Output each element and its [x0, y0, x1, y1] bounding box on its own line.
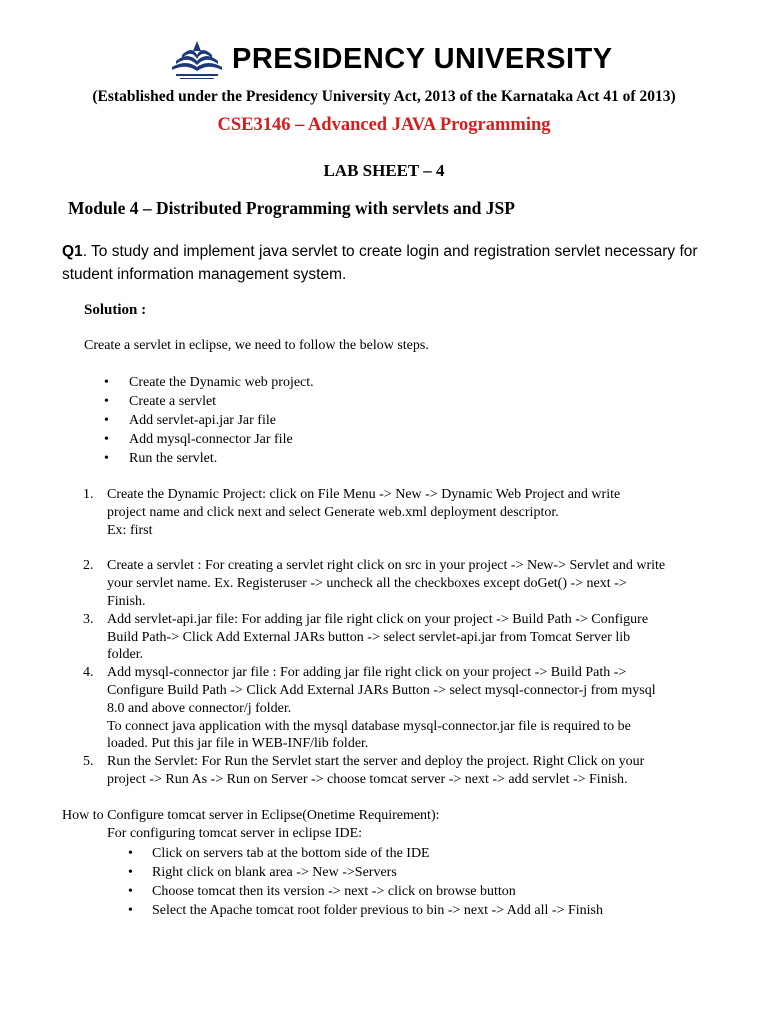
- tomcat-config-list: [128, 844, 603, 920]
- list-item: • Add mysql-connector Jar file: [104, 430, 314, 449]
- list-item: • Create a servlet: [104, 392, 314, 411]
- step-line: Add mysql-connector jar file : For adding jar file right click on your project -> Build Path ->: [107, 665, 627, 681]
- step-line: your servlet name. Ex. Registeruser -> uncheck all the checkboxes except doGet() -> next ->: [107, 576, 627, 592]
- step-4: [83, 664, 713, 753]
- step-line: folder.: [107, 647, 144, 663]
- step-line: project -> Run As -> Run on Server -> choose tomcat server -> next -> add servlet -> Finish.: [107, 771, 628, 787]
- lab-sheet-title: LAB SHEET – 4: [323, 161, 445, 180]
- detailed-steps-list: [83, 486, 713, 789]
- step-line: 8.0 and above connector/j folder.: [107, 700, 292, 716]
- step-line: Add servlet-api.jar file: For adding jar file right click on your project -> Build Path -> Configure: [107, 611, 649, 627]
- module-title: Module 4 – Distributed Programming with servlets and JSP: [68, 198, 515, 218]
- step-line: Create the Dynamic Project: click on File Menu -> New -> Dynamic Web Project and write: [107, 487, 621, 502]
- step-1: [83, 486, 713, 539]
- step-line: project name and click next and select Generate web.xml deployment descriptor.: [107, 504, 559, 520]
- step-line: Finish.: [107, 593, 146, 609]
- step-number: 2.: [83, 558, 94, 574]
- step-2: [83, 557, 713, 610]
- list-item: • Create the Dynamic web project.: [104, 373, 314, 392]
- step-number: 3.: [83, 611, 94, 627]
- steps-summary-list: [104, 373, 314, 468]
- university-name: PRESIDENCY UNIVERSITY: [232, 42, 613, 75]
- tomcat-config-subtitle: For configuring tomcat server in eclipse IDE:: [107, 826, 363, 841]
- tomcat-config-title: How to Configure tomcat server in Eclipse(Onetime Requirement):: [62, 808, 440, 823]
- step-number: 4.: [83, 665, 94, 681]
- question-label: Q1: [62, 243, 83, 260]
- step-number: 1.: [83, 487, 94, 502]
- list-item: • Add servlet-api.jar Jar file: [104, 411, 314, 430]
- step-line: loaded. Put this jar file in WEB-INF/lib folder.: [107, 736, 369, 752]
- step-line: To connect java application with the mysql database mysql-connector.jar file is required to be: [107, 718, 631, 734]
- course-title: CSE3146 – Advanced JAVA Programming: [217, 115, 551, 135]
- list-item: • Choose tomcat then its version -> next -> click on browse button: [128, 882, 603, 901]
- list-item: • Select the Apache tomcat root folder previous to bin -> next -> Add all -> Finish: [128, 901, 603, 920]
- step-line: Create a servlet : For creating a servlet right click on src in your project -> New-> Servlet and write: [107, 558, 666, 574]
- step-number: 5.: [83, 754, 94, 770]
- step-3: [83, 611, 713, 664]
- step-line: Configure Build Path -> Click Add External JARs Button -> select mysql-connector-j from mysql: [107, 682, 656, 698]
- step-line: Build Path-> Click Add External JARs button -> select servlet-api.jar from Tomcat Server lib: [107, 629, 631, 645]
- solution-heading: Solution :: [84, 302, 147, 318]
- university-emblem-icon: [166, 37, 228, 81]
- step-line: Run the Servlet: For Run the Servlet start the server and deploy the project. Right Click on your: [107, 754, 645, 770]
- list-item: • Click on servers tab at the bottom side of the IDE: [128, 844, 603, 863]
- question-1: [62, 240, 722, 286]
- step-line: Ex: first: [107, 522, 153, 538]
- question-text: . To study and implement java servlet to create login and registration servlet necessary for student information management system.: [62, 243, 698, 283]
- university-logo: [166, 36, 613, 82]
- step-5: [83, 753, 713, 789]
- established-note: (Established under the Presidency University Act, 2013 of the Karnataka Act 41 of 2013): [92, 88, 676, 105]
- list-item: • Run the servlet.: [104, 449, 314, 468]
- list-item: • Right click on blank area -> New ->Servers: [128, 863, 603, 882]
- solution-intro: Create a servlet in eclipse, we need to follow the below steps.: [84, 338, 429, 353]
